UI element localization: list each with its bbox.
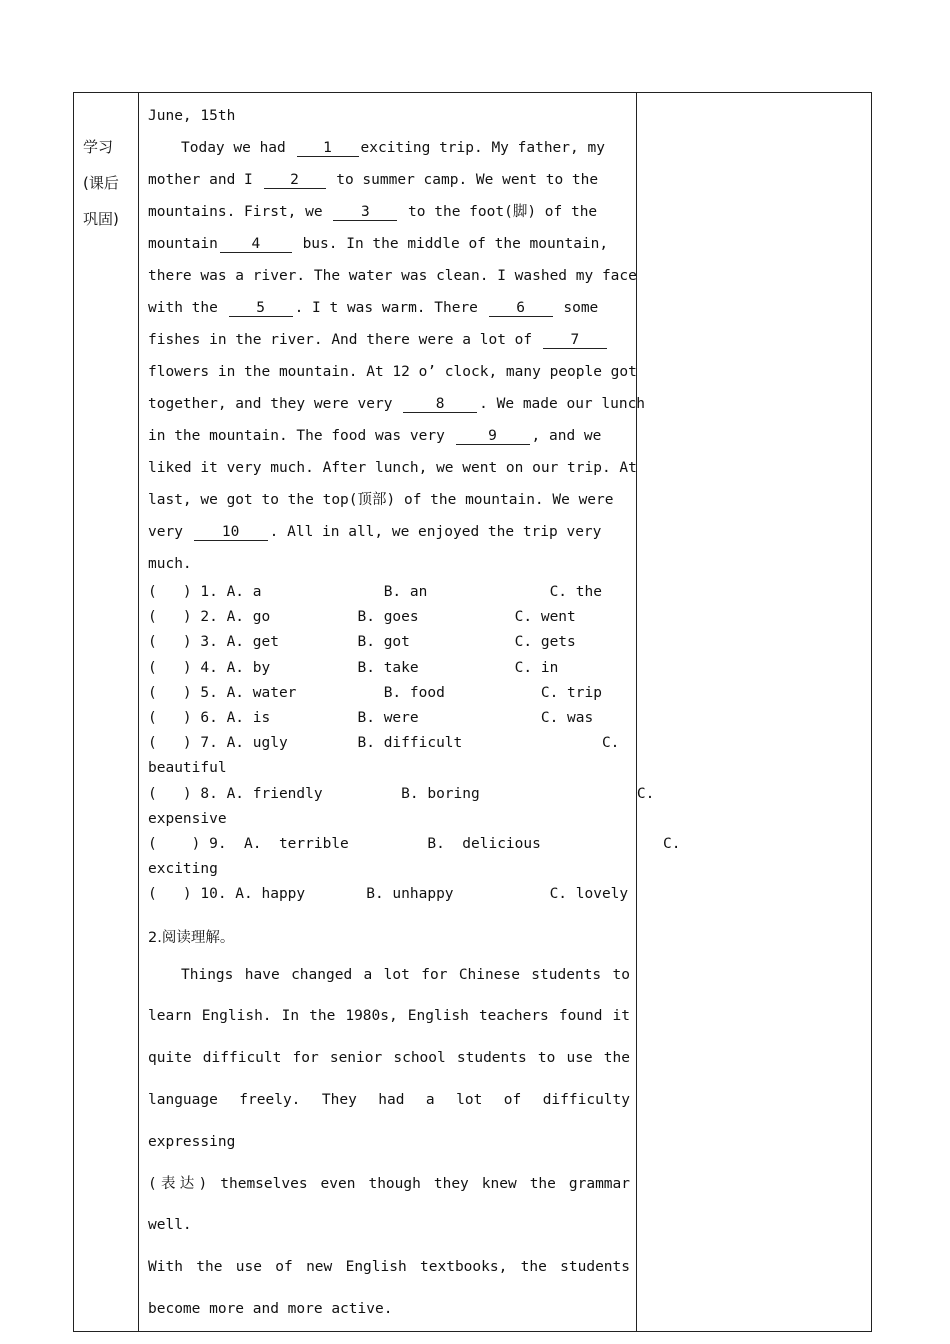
cloze-text: mountain: [148, 236, 218, 252]
cloze-text: . All in all, we enjoyed the trip very: [269, 524, 602, 540]
section-label: [74, 129, 131, 237]
cloze-line: [148, 452, 637, 484]
cloze-text: very: [148, 524, 192, 540]
section-label-line: (课后: [83, 174, 119, 192]
cloze-text: last, we got to the top(顶部) of the mountain. We were: [148, 492, 614, 508]
section-label-line: 巩固): [83, 210, 119, 228]
cloze-blank[interactable]: 3: [333, 205, 397, 221]
cloze-passage: [148, 132, 646, 580]
reading-line: quite difficult for senior school students to use the: [148, 1050, 630, 1067]
reading-line: language freely. They had a lot of difficulty expressing: [148, 1092, 630, 1150]
cloze-text: to the foot(脚) of the: [399, 204, 598, 220]
cloze-text: there was a river. The water was clean. I washed my face: [148, 268, 637, 284]
cloze-line: [148, 484, 630, 516]
cloze-options: [148, 580, 681, 908]
reading-line: learn English. In the 1980s, English teachers found it: [148, 1008, 630, 1025]
cloze-text: much.: [148, 556, 192, 572]
cloze-text: some: [554, 300, 599, 316]
cloze-text: together, and they were very: [148, 396, 402, 412]
reading-line: Things have changed a lot for Chinese students to: [181, 966, 630, 983]
option-line: ( ) 2. A. go B. goes C. went: [148, 609, 576, 626]
cloze-blank[interactable]: 7: [543, 333, 607, 349]
cloze-text: mother and I: [148, 172, 262, 188]
option-line: ( ) 8. A. friendly B. boring C.: [148, 785, 655, 802]
section-label-cell: [74, 93, 139, 1332]
cloze-line: [148, 196, 630, 228]
cloze-line: [148, 292, 630, 324]
option-line: ( ) 10. A. happy B. unhappy C. lovely: [148, 886, 629, 903]
reading-line: become more and more active.: [148, 1301, 393, 1318]
option-line: ( ) 4. A. by B. take C. in: [148, 659, 559, 676]
cloze-line: [148, 228, 630, 260]
option-line: exciting: [148, 861, 218, 878]
option-line: ( ) 1. A. a B. an C. the: [148, 584, 602, 600]
notes-cell: [637, 93, 872, 1332]
cloze-blank[interactable]: 5: [229, 301, 293, 317]
reading-title: 2.阅读理解。: [148, 929, 235, 946]
cloze-blank[interactable]: 4: [220, 237, 292, 253]
cloze-text: with the: [148, 300, 227, 316]
cloze-text: . We made our lunch: [479, 396, 646, 412]
worksheet-table: [73, 92, 872, 1332]
cloze-line: [148, 420, 630, 452]
cloze-blank[interactable]: 9: [456, 429, 530, 445]
reading-line: (表达) themselves even though they knew the grammar well.: [148, 1175, 630, 1234]
cloze-blank[interactable]: 2: [264, 173, 326, 189]
exercise-content: [139, 93, 681, 1331]
cloze-line: [148, 164, 630, 196]
exercise-cell: [139, 93, 681, 1332]
cloze-line: [148, 324, 630, 356]
option-line: expensive: [148, 810, 227, 827]
cloze-line: [148, 388, 646, 420]
option-line: ( ) 3. A. get B. got C. gets: [148, 634, 576, 651]
cloze-text: flowers in the mountain. At 12 o’ clock, many people got: [148, 364, 637, 380]
cloze-line: [148, 260, 637, 292]
option-line: ( ) 5. A. water B. food C. trip: [148, 684, 602, 701]
option-line: ( ) 6. A. is B. were C. was: [148, 710, 594, 727]
cloze-blank[interactable]: 10: [194, 525, 268, 541]
cloze-text: fishes in the river. And there were a lot of: [148, 332, 541, 348]
cloze-text: mountains. First, we: [148, 204, 332, 220]
cloze-text: exciting trip. My father, my: [360, 140, 605, 156]
cloze-text: , and we: [531, 428, 602, 444]
cloze-line: [148, 548, 630, 580]
cloze-line: [148, 516, 630, 548]
section-label-line: 学习: [83, 138, 114, 156]
option-line: ( ) 9. A. terrible B. delicious C.: [148, 836, 681, 853]
cloze-blank[interactable]: 8: [403, 397, 477, 413]
cloze-line: [148, 132, 630, 164]
cloze-date: June, 15th: [148, 108, 236, 124]
cloze-text: to summer camp. We went to the: [327, 172, 599, 188]
cloze-text: liked it very much. After lunch, we went on our trip. At: [148, 460, 637, 476]
cloze-text: in the mountain. The food was very: [148, 428, 454, 444]
cloze-line: [148, 356, 637, 388]
cloze-text: Today we had: [181, 140, 295, 156]
option-line: beautiful: [148, 760, 227, 777]
reading-line: With the use of new English textbooks, the students: [148, 1259, 630, 1276]
option-line: ( ) 7. A. ugly B. difficult C.: [148, 735, 620, 752]
cloze-blank[interactable]: 6: [489, 301, 553, 317]
reading-passage: [148, 955, 630, 1331]
cloze-blank[interactable]: 1: [297, 141, 359, 157]
cloze-text: bus. In the middle of the mountain,: [293, 236, 609, 252]
cloze-text: . I t was warm. There: [294, 300, 487, 316]
